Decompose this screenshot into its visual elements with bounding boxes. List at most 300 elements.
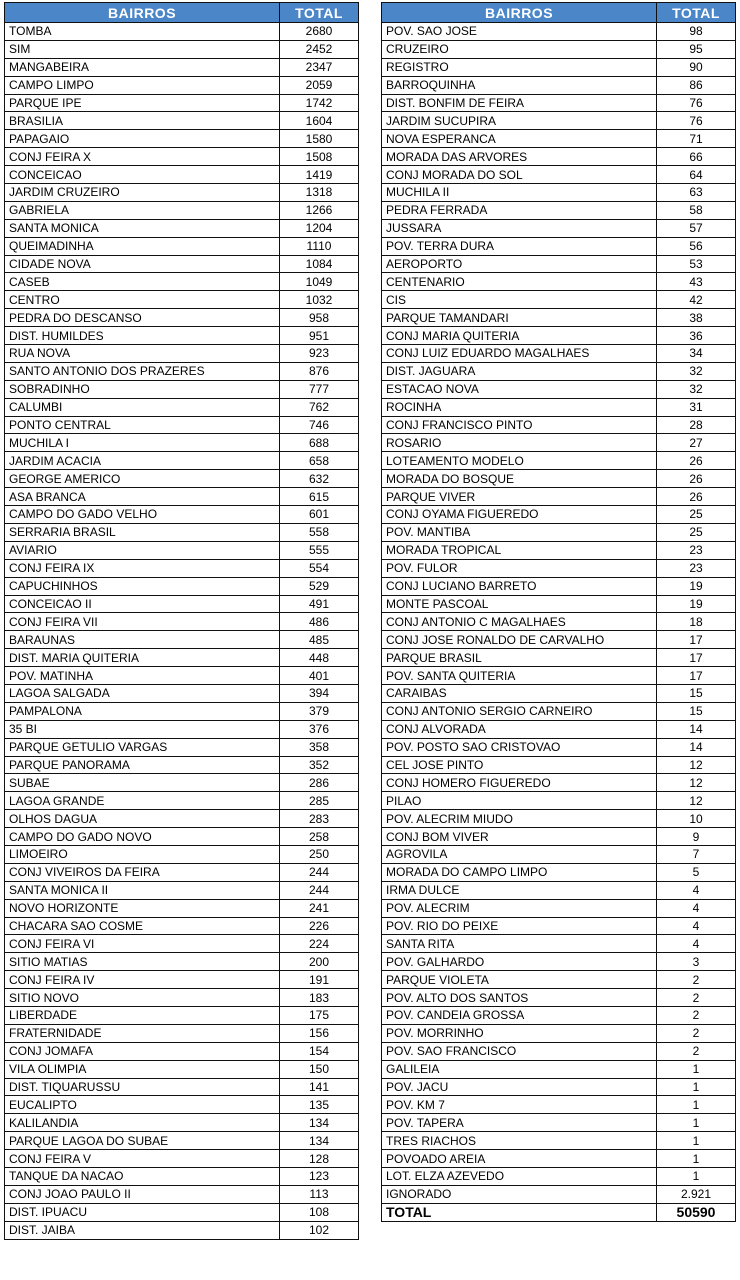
bairro-total: 250 xyxy=(280,845,359,863)
bairro-name: AEROPORTO xyxy=(382,255,657,273)
table-row xyxy=(5,881,359,899)
bairro-total: 5 xyxy=(657,863,736,881)
bairro-name: LAGOA GRANDE xyxy=(5,792,280,810)
table-row xyxy=(5,345,359,363)
bairro-total: 64 xyxy=(657,166,736,184)
total-value: 50590 xyxy=(657,1203,736,1221)
bairro-total: 200 xyxy=(280,953,359,971)
bairro-name: POV. MANTIBA xyxy=(382,523,657,541)
bairro-name: PONTO CENTRAL xyxy=(5,416,280,434)
table-row xyxy=(382,23,736,41)
table-row xyxy=(382,380,736,398)
bairro-name: CONJ LUCIANO BARRETO xyxy=(382,577,657,595)
bairro-total: 191 xyxy=(280,971,359,989)
bairro-name: TOMBA xyxy=(5,23,280,41)
table-row xyxy=(382,953,736,971)
table-row xyxy=(382,756,736,774)
table-row xyxy=(5,506,359,524)
bairro-total: 2059 xyxy=(280,76,359,94)
bairro-name: FRATERNIDADE xyxy=(5,1024,280,1042)
table-row xyxy=(382,148,736,166)
table-row xyxy=(382,1060,736,1078)
bairro-total: 76 xyxy=(657,94,736,112)
table-row xyxy=(5,94,359,112)
bairro-total: 2 xyxy=(657,1006,736,1024)
bairro-name: PARQUE PANORAMA xyxy=(5,756,280,774)
table-row xyxy=(382,1114,736,1132)
table-row xyxy=(5,1221,359,1239)
table-row xyxy=(382,1150,736,1168)
table-row xyxy=(382,40,736,58)
bairro-total: 28 xyxy=(657,416,736,434)
bairro-name: ASA BRANCA xyxy=(5,488,280,506)
bairro-name: SANTA RITA xyxy=(382,935,657,953)
table-row xyxy=(382,667,736,685)
table-row xyxy=(5,362,359,380)
table-row xyxy=(382,1024,736,1042)
table-row xyxy=(382,881,736,899)
table-row xyxy=(5,1024,359,1042)
table-row xyxy=(5,1150,359,1168)
table-row xyxy=(5,1168,359,1186)
bairro-total: 2 xyxy=(657,989,736,1007)
table-row xyxy=(5,899,359,917)
bairro-total: 56 xyxy=(657,237,736,255)
bairro-name: PEDRA DO DESCANSO xyxy=(5,309,280,327)
bairro-total: 27 xyxy=(657,434,736,452)
bairro-name: CONJ MORADA DO SOL xyxy=(382,166,657,184)
bairro-name: LOT. ELZA AZEVEDO xyxy=(382,1168,657,1186)
table-row xyxy=(5,416,359,434)
table-row xyxy=(382,1042,736,1060)
bairro-name: OLHOS DAGUA xyxy=(5,810,280,828)
bairro-name: CONCEICAO xyxy=(5,166,280,184)
bairro-name: CONJ ANTONIO C MAGALHAES xyxy=(382,613,657,631)
table-row xyxy=(382,488,736,506)
table-row xyxy=(5,148,359,166)
bairro-name: JARDIM SUCUPIRA xyxy=(382,112,657,130)
table-row xyxy=(5,631,359,649)
table-row xyxy=(5,488,359,506)
bairro-total: 38 xyxy=(657,309,736,327)
bairro-name: PAMPALONA xyxy=(5,702,280,720)
bairro-name: CONJ BOM VIVER xyxy=(382,828,657,846)
bairro-name: POV. MORRINHO xyxy=(382,1024,657,1042)
table-row xyxy=(382,541,736,559)
table-row xyxy=(382,1132,736,1150)
bairro-name: POV. CANDEIA GROSSA xyxy=(382,1006,657,1024)
bairro-total: 358 xyxy=(280,738,359,756)
table-row xyxy=(382,845,736,863)
bairro-name: CONJ FEIRA IX xyxy=(5,559,280,577)
bairro-name: POV. TAPERA xyxy=(382,1114,657,1132)
table-row xyxy=(5,398,359,416)
bairro-name: POV. FULOR xyxy=(382,559,657,577)
bairro-total: 632 xyxy=(280,470,359,488)
table-row xyxy=(382,810,736,828)
bairro-total: 379 xyxy=(280,702,359,720)
bairro-name: CAMPO LIMPO xyxy=(5,76,280,94)
bairro-name: BARAUNAS xyxy=(5,631,280,649)
bairro-name: POV. ALECRIM xyxy=(382,899,657,917)
table-row xyxy=(382,452,736,470)
table-row xyxy=(382,112,736,130)
table-row xyxy=(5,863,359,881)
bairro-total: 762 xyxy=(280,398,359,416)
bairro-name: SANTA MONICA II xyxy=(5,881,280,899)
bairro-total: 156 xyxy=(280,1024,359,1042)
bairro-total: 486 xyxy=(280,613,359,631)
bairro-name: POV. ALTO DOS SANTOS xyxy=(382,989,657,1007)
bairro-name: LIBERDADE xyxy=(5,1006,280,1024)
right-table xyxy=(381,2,736,1222)
table-row xyxy=(5,720,359,738)
table-row xyxy=(382,398,736,416)
table-row xyxy=(5,1185,359,1203)
bairro-total: 2 xyxy=(657,1024,736,1042)
bairro-total: 175 xyxy=(280,1006,359,1024)
bairro-total: 15 xyxy=(657,684,736,702)
bairro-name: CONJ VIVEIROS DA FEIRA xyxy=(5,863,280,881)
bairro-name: CONJ FEIRA VII xyxy=(5,613,280,631)
table-row xyxy=(382,362,736,380)
bairro-total: 12 xyxy=(657,792,736,810)
table-row xyxy=(5,166,359,184)
bairro-name: RUA NOVA xyxy=(5,345,280,363)
bairro-name: PARQUE LAGOA DO SUBAE xyxy=(5,1132,280,1150)
table-row xyxy=(382,559,736,577)
table-row xyxy=(5,792,359,810)
bairro-total: 658 xyxy=(280,452,359,470)
bairro-total: 95 xyxy=(657,40,736,58)
table-row xyxy=(382,863,736,881)
bairro-name: TANQUE DA NACAO xyxy=(5,1168,280,1186)
table-row xyxy=(5,255,359,273)
table-row xyxy=(5,559,359,577)
bairro-total: 25 xyxy=(657,523,736,541)
bairro-name: SITIO MATIAS xyxy=(5,953,280,971)
table-row xyxy=(5,1042,359,1060)
table-row xyxy=(382,273,736,291)
bairro-total: 558 xyxy=(280,523,359,541)
bairro-name: POVOADO AREIA xyxy=(382,1150,657,1168)
bairro-total: 9 xyxy=(657,828,736,846)
bairro-total: 1 xyxy=(657,1150,736,1168)
table-row xyxy=(382,434,736,452)
bairro-name: MORADA TROPICAL xyxy=(382,541,657,559)
bairro-total: 31 xyxy=(657,398,736,416)
bairro-name: NOVO HORIZONTE xyxy=(5,899,280,917)
bairro-name: IGNORADO xyxy=(382,1185,657,1203)
bairro-total: 17 xyxy=(657,667,736,685)
bairro-total: 1110 xyxy=(280,237,359,255)
bairro-total: 244 xyxy=(280,863,359,881)
bairro-name: KALILANDIA xyxy=(5,1114,280,1132)
table-row xyxy=(382,577,736,595)
table-row xyxy=(5,219,359,237)
table-row xyxy=(5,380,359,398)
bairro-name: CALUMBI xyxy=(5,398,280,416)
table-row xyxy=(5,971,359,989)
table-row xyxy=(5,1078,359,1096)
bairro-total: 2 xyxy=(657,971,736,989)
bairro-total: 32 xyxy=(657,380,736,398)
bairro-total: 2 xyxy=(657,1042,736,1060)
table-row xyxy=(5,649,359,667)
bairro-name: POV. POSTO SAO CRISTOVAO xyxy=(382,738,657,756)
bairro-name: POV. SAO JOSE xyxy=(382,23,657,41)
bairro-name: DIST. JAIBA xyxy=(5,1221,280,1239)
bairro-total: 601 xyxy=(280,506,359,524)
bairro-total: 2680 xyxy=(280,23,359,41)
bairro-name: BRASILIA xyxy=(5,112,280,130)
bairro-total: 1742 xyxy=(280,94,359,112)
header-row xyxy=(382,3,736,23)
bairro-total: 43 xyxy=(657,273,736,291)
bairro-total: 26 xyxy=(657,452,736,470)
bairro-name: SITIO NOVO xyxy=(5,989,280,1007)
table-row xyxy=(382,649,736,667)
table-row xyxy=(5,667,359,685)
bairro-total: 688 xyxy=(280,434,359,452)
table-row xyxy=(382,720,736,738)
bairro-name: GABRIELA xyxy=(5,201,280,219)
bairro-name: CAMPO DO GADO NOVO xyxy=(5,828,280,846)
bairro-name: JUSSARA xyxy=(382,219,657,237)
bairro-name: TRES RIACHOS xyxy=(382,1132,657,1150)
header-row xyxy=(5,3,359,23)
table-row xyxy=(382,94,736,112)
bairro-name: PARQUE IPE xyxy=(5,94,280,112)
bairro-total: 746 xyxy=(280,416,359,434)
table-row xyxy=(5,184,359,202)
bairro-total: 1 xyxy=(657,1168,736,1186)
bairro-name: JARDIM ACACIA xyxy=(5,452,280,470)
bairro-name: CONJ FEIRA VI xyxy=(5,935,280,953)
bairro-total: 71 xyxy=(657,130,736,148)
bairro-name: MANGABEIRA xyxy=(5,58,280,76)
bairro-total: 42 xyxy=(657,291,736,309)
bairro-total: 183 xyxy=(280,989,359,1007)
bairro-total: 1032 xyxy=(280,291,359,309)
bairro-total: 12 xyxy=(657,756,736,774)
table-row xyxy=(382,1168,736,1186)
bairro-name: CONJ MARIA QUITERIA xyxy=(382,327,657,345)
bairro-name: CRUZEIRO xyxy=(382,40,657,58)
table-row xyxy=(382,1096,736,1114)
table-row xyxy=(5,953,359,971)
bairro-name: CIS xyxy=(382,291,657,309)
bairro-total: 58 xyxy=(657,201,736,219)
bairro-total: 283 xyxy=(280,810,359,828)
bairro-name: POV. MATINHA xyxy=(5,667,280,685)
table-row xyxy=(382,237,736,255)
bairro-name: CEL JOSE PINTO xyxy=(382,756,657,774)
table-row xyxy=(5,40,359,58)
bairro-name: POV. KM 7 xyxy=(382,1096,657,1114)
bairro-name: DIST. TIQUARUSSU xyxy=(5,1078,280,1096)
bairro-name: CONJ FEIRA V xyxy=(5,1150,280,1168)
table-row xyxy=(382,470,736,488)
bairro-total: 17 xyxy=(657,631,736,649)
bairro-total: 876 xyxy=(280,362,359,380)
bairro-name: POV. JACU xyxy=(382,1078,657,1096)
table-row xyxy=(5,327,359,345)
table-row xyxy=(382,935,736,953)
bairro-name: GALILEIA xyxy=(382,1060,657,1078)
bairro-name: VILA OLIMPIA xyxy=(5,1060,280,1078)
bairro-total: 135 xyxy=(280,1096,359,1114)
table-row xyxy=(382,345,736,363)
table-row xyxy=(5,613,359,631)
bairro-name: MORADA DO BOSQUE xyxy=(382,470,657,488)
bairro-total: 12 xyxy=(657,774,736,792)
table-row xyxy=(382,774,736,792)
table-row xyxy=(382,327,736,345)
bairro-total: 1084 xyxy=(280,255,359,273)
bairro-name: DIST. IPUACU xyxy=(5,1203,280,1221)
table-row xyxy=(5,291,359,309)
header-total: TOTAL xyxy=(657,3,736,23)
bairro-total: 285 xyxy=(280,792,359,810)
bairro-name: PARQUE TAMANDARI xyxy=(382,309,657,327)
bairro-name: POV. GALHARDO xyxy=(382,953,657,971)
bairro-total: 224 xyxy=(280,935,359,953)
table-row xyxy=(5,595,359,613)
bairro-total: 134 xyxy=(280,1132,359,1150)
bairro-name: CONCEICAO II xyxy=(5,595,280,613)
bairro-total: 4 xyxy=(657,899,736,917)
bairro-name: MUCHILA I xyxy=(5,434,280,452)
bairro-name: 35 BI xyxy=(5,720,280,738)
bairro-name: CAPUCHINHOS xyxy=(5,577,280,595)
bairro-total: 485 xyxy=(280,631,359,649)
bairro-total: 241 xyxy=(280,899,359,917)
bairro-total: 951 xyxy=(280,327,359,345)
bairro-name: DIST. HUMILDES xyxy=(5,327,280,345)
bairro-total: 150 xyxy=(280,1060,359,1078)
table-row xyxy=(5,1203,359,1221)
bairro-name: ROCINHA xyxy=(382,398,657,416)
bairro-total: 23 xyxy=(657,541,736,559)
bairro-name: DIST. BONFIM DE FEIRA xyxy=(382,94,657,112)
bairro-total: 2452 xyxy=(280,40,359,58)
bairro-name: MORADA DO CAMPO LIMPO xyxy=(382,863,657,881)
total-label: TOTAL xyxy=(382,1203,657,1221)
bairro-name: POV. RIO DO PEIXE xyxy=(382,917,657,935)
bairro-name: CARAIBAS xyxy=(382,684,657,702)
bairro-total: 448 xyxy=(280,649,359,667)
table-row xyxy=(5,1096,359,1114)
bairro-total: 128 xyxy=(280,1150,359,1168)
bairro-name: CASEB xyxy=(5,273,280,291)
table-row xyxy=(382,523,736,541)
bairro-total: 57 xyxy=(657,219,736,237)
table-row xyxy=(382,184,736,202)
table-row xyxy=(5,523,359,541)
table-row xyxy=(382,828,736,846)
bairro-name: POV. SAO FRANCISCO xyxy=(382,1042,657,1060)
bairro-total: 3 xyxy=(657,953,736,971)
bairro-total: 19 xyxy=(657,595,736,613)
bairro-total: 14 xyxy=(657,720,736,738)
bairro-total: 86 xyxy=(657,76,736,94)
table-row xyxy=(5,541,359,559)
table-row xyxy=(5,23,359,41)
bairro-total: 226 xyxy=(280,917,359,935)
table-row xyxy=(5,58,359,76)
bairro-name: AVIARIO xyxy=(5,541,280,559)
bairro-total: 25 xyxy=(657,506,736,524)
bairro-name: ESTACAO NOVA xyxy=(382,380,657,398)
table-row xyxy=(5,684,359,702)
table-row xyxy=(382,971,736,989)
bairro-total: 1204 xyxy=(280,219,359,237)
bairro-total: 14 xyxy=(657,738,736,756)
table-row xyxy=(382,166,736,184)
bairro-total: 4 xyxy=(657,935,736,953)
bairro-name: SANTO ANTONIO DOS PRAZERES xyxy=(5,362,280,380)
table-row xyxy=(382,130,736,148)
table-row xyxy=(5,1006,359,1024)
bairro-name: SANTA MONICA xyxy=(5,219,280,237)
bairro-total: 1 xyxy=(657,1078,736,1096)
table-row xyxy=(382,1078,736,1096)
bairro-total: 123 xyxy=(280,1168,359,1186)
bairro-name: BARROQUINHA xyxy=(382,76,657,94)
bairro-total: 23 xyxy=(657,559,736,577)
bairro-name: CONJ JOAO PAULO II xyxy=(5,1185,280,1203)
bairro-name: AGROVILA xyxy=(382,845,657,863)
table-row xyxy=(5,1132,359,1150)
table-row xyxy=(382,631,736,649)
table-row xyxy=(382,76,736,94)
bairro-name: PARQUE GETULIO VARGAS xyxy=(5,738,280,756)
bairro-total: 134 xyxy=(280,1114,359,1132)
table-row xyxy=(5,917,359,935)
bairro-name: PEDRA FERRADA xyxy=(382,201,657,219)
bairro-total: 777 xyxy=(280,380,359,398)
bairro-name: MUCHILA II xyxy=(382,184,657,202)
bairro-name: CHACARA SAO COSME xyxy=(5,917,280,935)
table-row xyxy=(382,792,736,810)
bairro-total: 1 xyxy=(657,1096,736,1114)
bairro-name: SIM xyxy=(5,40,280,58)
bairro-name: MONTE PASCOAL xyxy=(382,595,657,613)
bairro-name: REGISTRO xyxy=(382,58,657,76)
bairro-total: 376 xyxy=(280,720,359,738)
bairro-total: 394 xyxy=(280,684,359,702)
table-row xyxy=(382,613,736,631)
bairro-name: CONJ JOMAFA xyxy=(5,1042,280,1060)
table-row xyxy=(382,917,736,935)
bairro-name: DIST. MARIA QUITERIA xyxy=(5,649,280,667)
header-bairros: BAIRROS xyxy=(382,3,657,23)
bairro-total: 1419 xyxy=(280,166,359,184)
table-row xyxy=(382,595,736,613)
header-total: TOTAL xyxy=(280,3,359,23)
total-row xyxy=(382,1203,736,1221)
table-row xyxy=(382,201,736,219)
bairro-name: CONJ OYAMA FIGUEREDO xyxy=(382,506,657,524)
bairro-name: POV. TERRA DURA xyxy=(382,237,657,255)
bairro-name: PARQUE VIOLETA xyxy=(382,971,657,989)
bairro-name: ROSARIO xyxy=(382,434,657,452)
table-row xyxy=(5,845,359,863)
table-row xyxy=(382,1006,736,1024)
bairro-name: GEORGE AMERICO xyxy=(5,470,280,488)
bairro-name: EUCALIPTO xyxy=(5,1096,280,1114)
